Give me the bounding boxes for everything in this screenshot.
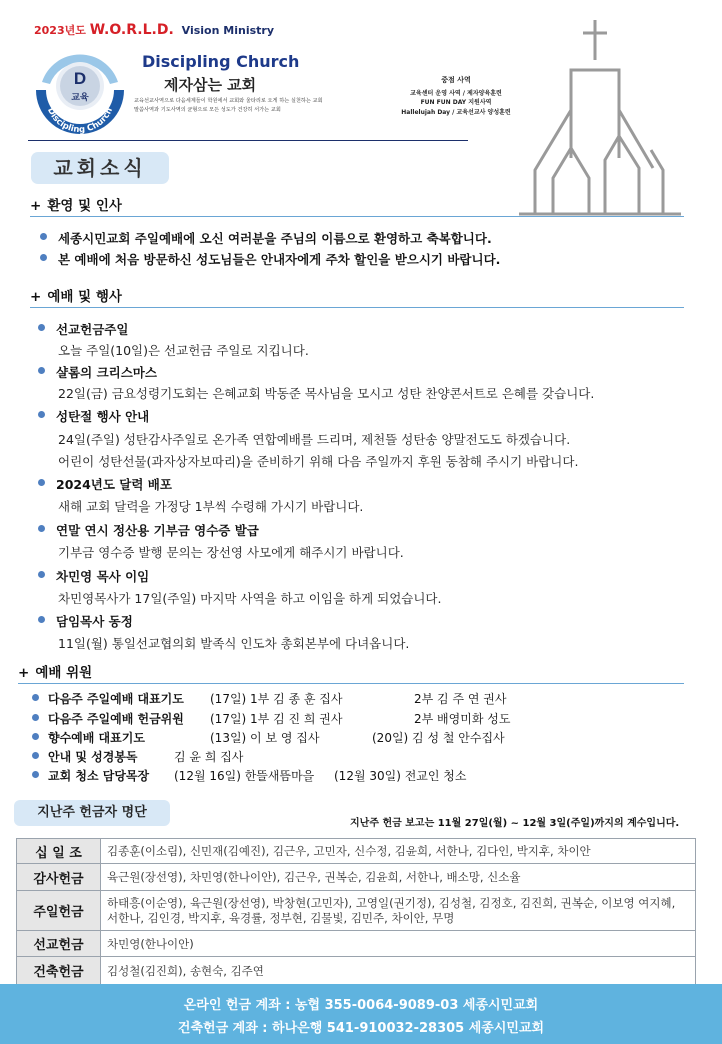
role-row — [48, 690, 184, 707]
event-detail: 기부금 영수증 발행 문의는 장선영 사모에게 해주시기 바랍니다. — [58, 545, 404, 560]
role-value: 2부 김 주 연 권사 — [414, 692, 507, 706]
focus-line: 교육센터 운영 사역 / 제자양육훈련 — [410, 89, 502, 97]
year-text: 2023년도 — [34, 24, 86, 37]
welcome-bullet: 본 예배에 처음 방문하신 성도님들은 안내자에게 주차 할인을 받으시기 바랍니다. — [58, 252, 501, 267]
donors-table — [16, 838, 696, 985]
donor-category: 선교헌금 — [17, 931, 101, 957]
plus-icon: + — [18, 665, 30, 681]
church-description — [134, 97, 323, 115]
bank-account-footer — [0, 984, 722, 1044]
donor-names: 육근원(장선영), 차민영(한나이안), 김근우, 권복순, 김윤희, 서한나, 배소망, 신소율 — [101, 864, 696, 891]
online-offering-account: 온라인 헌금 계좌 : 농협 355-0064-9089-03 세종시민교회 — [183, 998, 539, 1013]
event-detail: 오늘 주일(10일)은 선교헌금 주일로 지킵니다. — [58, 343, 309, 358]
section-divider — [30, 307, 684, 308]
bullet-dot — [32, 714, 39, 721]
role-row — [48, 748, 138, 765]
focus-title: 중점 사역 — [441, 76, 471, 84]
event-detail: 22일(금) 금요성령기도회는 은혜교회 박동준 목사님을 모시고 성탄 찬양콘서트로 은혜를 갖습니다. — [58, 386, 595, 401]
event-title: 2024년도 달력 배포 — [56, 477, 172, 492]
building-offering-account: 건축헌금 계좌 : 하나은행 541-910032-28305 세종시민교회 — [177, 1021, 545, 1036]
header-divider — [28, 140, 468, 141]
bullet-dot — [32, 771, 39, 778]
focus-line: FUN FUN DAY 지원사역 — [420, 99, 492, 106]
vision-ministry-text: Vision Ministry — [181, 24, 274, 37]
world-text: W.O.R.L.D. — [89, 22, 174, 38]
event-detail: 어린이 성탄선물(과자상자보따리)을 준비하기 위해 다음 주일까지 후원 동참해 주시기 바랍니다. — [58, 454, 579, 469]
event-title: 연말 연시 정산용 기부금 영수증 발급 — [56, 523, 259, 538]
church-korean-name: 제자삼는 교회 — [164, 76, 257, 94]
role-label: 교회 청소 담당목장 — [48, 769, 150, 783]
logo-letter: D — [73, 69, 87, 88]
bullet-dot — [32, 733, 39, 740]
focus-ministries — [376, 76, 536, 117]
welcome-bullet: 세종시민교회 주일예배에 오신 여러분을 주님의 이름으로 환영하고 축복합니다. — [58, 231, 492, 246]
role-label: 향수예배 대표기도 — [48, 731, 145, 745]
role-value: 김 윤 희 집사 — [174, 750, 244, 764]
bullet-dot — [32, 752, 39, 759]
plus-icon: + — [30, 289, 42, 305]
event-detail: 차민영목사가 17일(주일) 마지막 사역을 하고 이임을 하게 되었습니다. — [58, 591, 442, 606]
role-label: 안내 및 성경봉독 — [48, 750, 138, 764]
discipling-church-logo — [30, 40, 130, 140]
donor-category: 감사헌금 — [17, 864, 101, 891]
event-title: 선교헌금주일 — [56, 322, 129, 337]
church-english-name: Discipling Church — [142, 52, 300, 71]
ministry-year-label — [34, 22, 274, 38]
role-value: (17일) 1부 김 종 훈 집사 — [210, 692, 343, 706]
event-title: 담임목사 동정 — [56, 614, 133, 629]
role-value: (17일) 1부 김 진 희 권사 — [210, 712, 343, 726]
section-divider — [18, 683, 684, 684]
table-row — [17, 891, 696, 931]
role-row — [48, 729, 145, 746]
table-row — [17, 957, 696, 985]
role-value: (20일) 김 성 철 안수집사 — [372, 731, 505, 745]
welcome-section-title: + 환영 및 인사 — [30, 198, 122, 214]
church-building-icon — [513, 18, 685, 218]
event-title: 차민영 목사 이임 — [56, 569, 150, 584]
event-detail: 새해 교회 달력을 가정당 1부씩 수령해 가시기 바랍니다. — [58, 499, 364, 514]
offering-report-note: 지난주 헌금 보고는 11월 27일(월) ~ 12월 3일(주일)까지의 계수입니다. — [350, 818, 680, 829]
focus-line: Hallelujah Day / 교육선교사 양성훈련 — [401, 108, 511, 116]
section-divider — [30, 216, 684, 217]
table-row — [17, 839, 696, 864]
donors-heading: 지난주 헌금자 명단 — [14, 800, 170, 826]
svg-text:Discipling Church — [45, 106, 115, 135]
description-line: 교육선교사역으로 다음세계들이 학원에서 교회와 울타리로 오게 하는 실천하는 교회 — [134, 98, 323, 104]
role-row — [48, 710, 184, 727]
donor-names: 김종훈(이소림), 신민재(김예진), 김근우, 고민자, 신수정, 김윤희, 서한나, 김다인, 박지후, 차이안 — [101, 839, 696, 864]
bullet-dot — [32, 694, 39, 701]
donor-category: 주일헌금 — [17, 891, 101, 931]
role-value: (12월 16일) 한뜰새뜸마을 — [174, 769, 315, 783]
church-news-heading: 교회소식 — [31, 152, 169, 184]
role-value: 2부 배영미화 성도 — [414, 712, 511, 726]
logo-ring-text: Discipling Church — [45, 106, 115, 136]
donor-names: 하태흥(이순영), 육근원(장선영), 박창현(고민자), 고영일(권기정), 김성철, 김정호, 김진희, 권복순, 이보영 여지혜, 서한나, 김인경, 박지후, 육경률, 정부현, 김물빛, 김민주, 차이안, 무명 — [101, 891, 696, 931]
plus-icon: + — [30, 198, 42, 214]
donor-names: 김성철(김진희), 송현숙, 김주연 — [101, 957, 696, 985]
roles-section-title: + 예배 위원 — [18, 665, 93, 681]
table-row — [17, 931, 696, 957]
donor-names: 차민영(한나이안) — [101, 931, 696, 957]
table-row — [17, 864, 696, 891]
role-value: (12월 30일) 전교인 청소 — [334, 769, 467, 783]
event-title: 성탄절 행사 안내 — [56, 409, 150, 424]
event-detail: 24일(주일) 성탄감사주일로 온가족 연합예배를 드리며, 제천뜰 성탄송 양말전도도 하겠습니다. — [58, 432, 571, 447]
description-line: 말씀사역과 기도사역의 균형으로 모든 성도가 건강히 서가는 교회 — [134, 107, 281, 113]
role-label: 다음주 주일예배 헌금위원 — [48, 712, 184, 726]
event-detail: 11일(월) 통일선교협의회 발족식 인도차 총회본부에 다녀옵니다. — [58, 636, 410, 651]
donor-category: 십 일 조 — [17, 839, 101, 864]
logo-word: 교육 — [71, 93, 89, 103]
event-title: 샬롬의 크리스마스 — [56, 365, 157, 380]
role-row — [48, 767, 149, 784]
role-value: (13일) 이 보 영 집사 — [210, 731, 320, 745]
events-section-title: + 예배 및 행사 — [30, 289, 122, 305]
donor-category: 건축헌금 — [17, 957, 101, 985]
role-label: 다음주 주일예배 대표기도 — [48, 692, 184, 706]
